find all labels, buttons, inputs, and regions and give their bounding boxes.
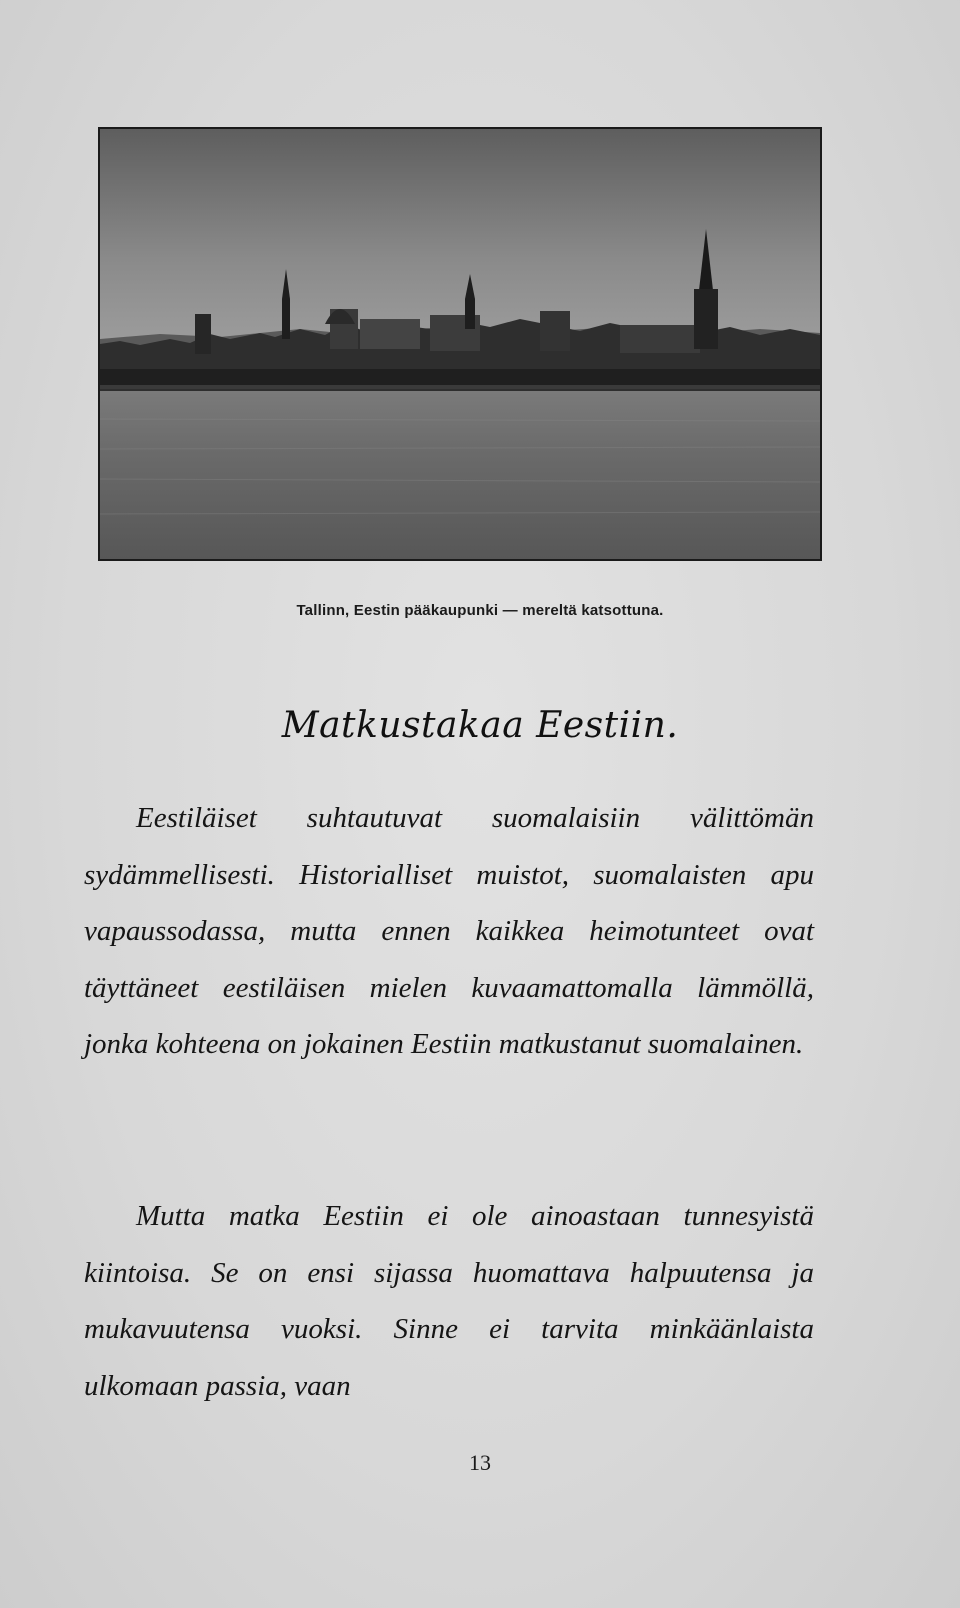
tallinn-skyline-photo <box>98 127 822 561</box>
skyline-illustration <box>100 129 820 559</box>
article-title: Matkustakaa Eestiin. <box>281 705 679 746</box>
paragraph-2: Mutta matka Eestiin ei ole ainoastaan tunnesyistä kiintoisa. Se on ensi sijassa huomattava halpuutensa ja mukavuutensa vuoksi. Sinne ei tarvita minkäänlaista ulkomaan passia, vaan <box>84 1200 814 1402</box>
page-number: 13 <box>469 1450 491 1475</box>
paragraph-1: Eestiläiset suhtautuvat suomalaisiin välittömän sydämmellisesti. Historialliset muistot, suomalaisten apu vapaussodassa, mutta ennen kaikkea heimotunteet ovat täyttäneet eestiläisen mielen kuvaamattomalla lämmöllä, jonka kohteena on jokainen Eestiin matkustanut suomalainen. <box>84 802 814 1060</box>
photo-caption: Tallinn, Eestin pääkaupunki — mereltä katsottuna. <box>296 602 664 619</box>
